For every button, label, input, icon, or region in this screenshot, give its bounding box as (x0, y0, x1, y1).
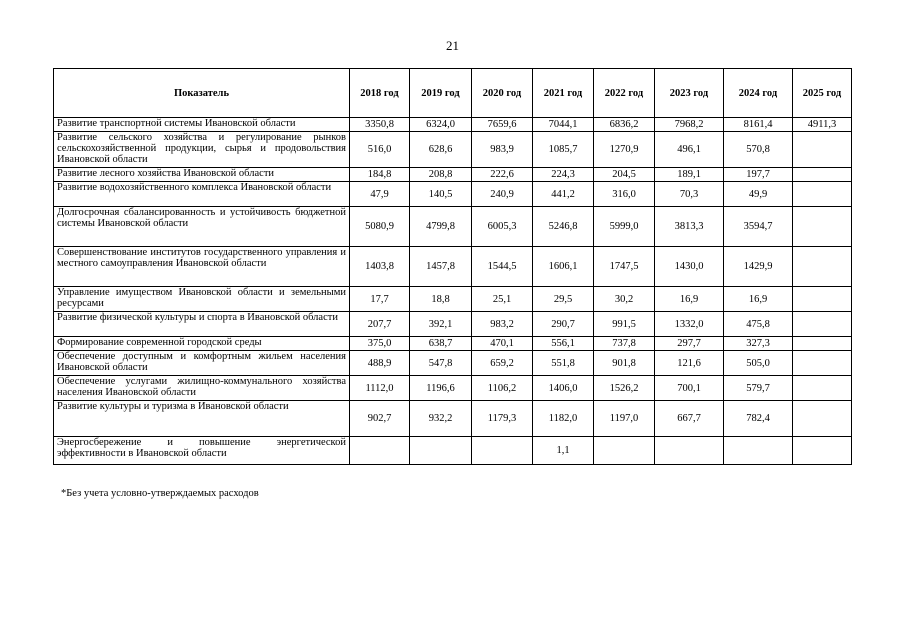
cell-value: 516,0 (350, 132, 410, 168)
cell-value: 1544,5 (472, 247, 533, 287)
cell-value: 1406,0 (533, 376, 594, 401)
cell-value: 1179,3 (472, 401, 533, 437)
cell-value: 667,7 (655, 401, 724, 437)
cell-value: 1197,0 (594, 401, 655, 437)
cell-value: 1085,7 (533, 132, 594, 168)
cell-value: 3813,3 (655, 207, 724, 247)
row-indicator-name: Формирование современной городской среды (54, 337, 350, 351)
row-indicator-name: Совершенствование институтов государственного управления и местного самоуправления Ивановской области (54, 247, 350, 287)
column-header-year: 2023 год (655, 69, 724, 118)
row-indicator-name: Развитие сельского хозяйства и регулирование рынков сельскохозяйственной продукции, сырья и продовольствия Ивановской области (54, 132, 350, 168)
footnote: *Без учета условно-утверждаемых расходов (61, 488, 259, 499)
cell-value (793, 132, 852, 168)
cell-value: 6005,3 (472, 207, 533, 247)
cell-value: 207,7 (350, 312, 410, 337)
cell-value: 1106,2 (472, 376, 533, 401)
cell-value: 1457,8 (410, 247, 472, 287)
row-indicator-name: Развитие водохозяйственного комплекса Ивановской области (54, 182, 350, 207)
cell-value: 392,1 (410, 312, 472, 337)
cell-value: 204,5 (594, 168, 655, 182)
table-row (54, 401, 852, 437)
cell-value: 551,8 (533, 351, 594, 376)
cell-value (793, 437, 852, 465)
cell-value: 628,6 (410, 132, 472, 168)
cell-value: 290,7 (533, 312, 594, 337)
budget-table (53, 68, 852, 465)
cell-value: 47,9 (350, 182, 410, 207)
cell-value: 5999,0 (594, 207, 655, 247)
cell-value (793, 287, 852, 312)
row-indicator-name: Энергосбережение и повышение энергетической эффективности в Ивановской области (54, 437, 350, 465)
cell-value (793, 401, 852, 437)
cell-value: 475,8 (724, 312, 793, 337)
cell-value: 470,1 (472, 337, 533, 351)
table-row (54, 351, 852, 376)
cell-value: 496,1 (655, 132, 724, 168)
table-row (54, 207, 852, 247)
cell-value: 983,9 (472, 132, 533, 168)
cell-value: 375,0 (350, 337, 410, 351)
cell-value: 240,9 (472, 182, 533, 207)
cell-value: 189,1 (655, 168, 724, 182)
table-row (54, 437, 852, 465)
table-row (54, 337, 852, 351)
cell-value: 570,8 (724, 132, 793, 168)
column-header-year: 2022 год (594, 69, 655, 118)
cell-value: 1747,5 (594, 247, 655, 287)
column-header-year: 2019 год (410, 69, 472, 118)
cell-value: 3594,7 (724, 207, 793, 247)
row-indicator-name: Развитие лесного хозяйства Ивановской области (54, 168, 350, 182)
cell-value: 4911,3 (793, 118, 852, 132)
table-row (54, 287, 852, 312)
cell-value: 1606,1 (533, 247, 594, 287)
cell-value (655, 437, 724, 465)
cell-value: 208,8 (410, 168, 472, 182)
cell-value (350, 437, 410, 465)
row-indicator-name: Развитие транспортной системы Ивановской области (54, 118, 350, 132)
cell-value: 6836,2 (594, 118, 655, 132)
cell-value: 297,7 (655, 337, 724, 351)
cell-value: 4799,8 (410, 207, 472, 247)
cell-value (594, 437, 655, 465)
cell-value: 197,7 (724, 168, 793, 182)
cell-value: 17,7 (350, 287, 410, 312)
cell-value: 983,2 (472, 312, 533, 337)
cell-value: 25,1 (472, 287, 533, 312)
cell-value: 1430,0 (655, 247, 724, 287)
row-indicator-name: Управление имуществом Ивановской области и земельными ресурсами (54, 287, 350, 312)
cell-value: 782,4 (724, 401, 793, 437)
cell-value: 16,9 (655, 287, 724, 312)
cell-value: 547,8 (410, 351, 472, 376)
column-header-indicator: Показатель (54, 69, 350, 118)
cell-value: 441,2 (533, 182, 594, 207)
cell-value: 18,8 (410, 287, 472, 312)
cell-value: 932,2 (410, 401, 472, 437)
cell-value: 7968,2 (655, 118, 724, 132)
cell-value: 121,6 (655, 351, 724, 376)
table-row (54, 182, 852, 207)
cell-value (793, 182, 852, 207)
cell-value: 1,1 (533, 437, 594, 465)
cell-value: 8161,4 (724, 118, 793, 132)
table-row (54, 168, 852, 182)
column-header-year: 2021 год (533, 69, 594, 118)
cell-value: 140,5 (410, 182, 472, 207)
cell-value (793, 376, 852, 401)
column-header-year: 2025 год (793, 69, 852, 118)
table-row (54, 247, 852, 287)
table-row (54, 376, 852, 401)
cell-value: 1196,6 (410, 376, 472, 401)
cell-value: 1429,9 (724, 247, 793, 287)
cell-value: 224,3 (533, 168, 594, 182)
table-header-row (54, 69, 852, 118)
cell-value: 579,7 (724, 376, 793, 401)
cell-value: 5080,9 (350, 207, 410, 247)
cell-value: 1112,0 (350, 376, 410, 401)
cell-value: 902,7 (350, 401, 410, 437)
cell-value: 3350,8 (350, 118, 410, 132)
cell-value: 7659,6 (472, 118, 533, 132)
page-number: 21 (446, 38, 459, 53)
cell-value: 1182,0 (533, 401, 594, 437)
cell-value: 30,2 (594, 287, 655, 312)
cell-value: 70,3 (655, 182, 724, 207)
table-row (54, 132, 852, 168)
cell-value: 5246,8 (533, 207, 594, 247)
cell-value: 991,5 (594, 312, 655, 337)
cell-value (724, 437, 793, 465)
row-indicator-name: Долгосрочная сбалансированность и устойчивость бюджетной системы Ивановской области (54, 207, 350, 247)
cell-value: 222,6 (472, 168, 533, 182)
cell-value: 7044,1 (533, 118, 594, 132)
cell-value (793, 247, 852, 287)
cell-value: 1403,8 (350, 247, 410, 287)
table-row (54, 118, 852, 132)
cell-value: 1270,9 (594, 132, 655, 168)
cell-value: 316,0 (594, 182, 655, 207)
row-indicator-name: Обеспечение услугами жилищно-коммунального хозяйства населения Ивановской области (54, 376, 350, 401)
cell-value: 29,5 (533, 287, 594, 312)
cell-value: 1526,2 (594, 376, 655, 401)
cell-value (793, 312, 852, 337)
cell-value: 16,9 (724, 287, 793, 312)
cell-value: 488,9 (350, 351, 410, 376)
column-header-year: 2018 год (350, 69, 410, 118)
row-indicator-name: Обеспечение доступным и комфортным жильем населения Ивановской области (54, 351, 350, 376)
cell-value (472, 437, 533, 465)
cell-value: 1332,0 (655, 312, 724, 337)
cell-value: 638,7 (410, 337, 472, 351)
cell-value (410, 437, 472, 465)
cell-value: 737,8 (594, 337, 655, 351)
cell-value: 6324,0 (410, 118, 472, 132)
column-header-year: 2024 год (724, 69, 793, 118)
cell-value: 327,3 (724, 337, 793, 351)
cell-value (793, 337, 852, 351)
cell-value: 556,1 (533, 337, 594, 351)
cell-value (793, 351, 852, 376)
cell-value (793, 207, 852, 247)
cell-value: 659,2 (472, 351, 533, 376)
cell-value: 49,9 (724, 182, 793, 207)
row-indicator-name: Развитие физической культуры и спорта в Ивановской области (54, 312, 350, 337)
cell-value: 901,8 (594, 351, 655, 376)
column-header-year: 2020 год (472, 69, 533, 118)
cell-value: 505,0 (724, 351, 793, 376)
table-row (54, 312, 852, 337)
cell-value: 184,8 (350, 168, 410, 182)
row-indicator-name: Развитие культуры и туризма в Ивановской области (54, 401, 350, 437)
cell-value: 700,1 (655, 376, 724, 401)
cell-value (793, 168, 852, 182)
